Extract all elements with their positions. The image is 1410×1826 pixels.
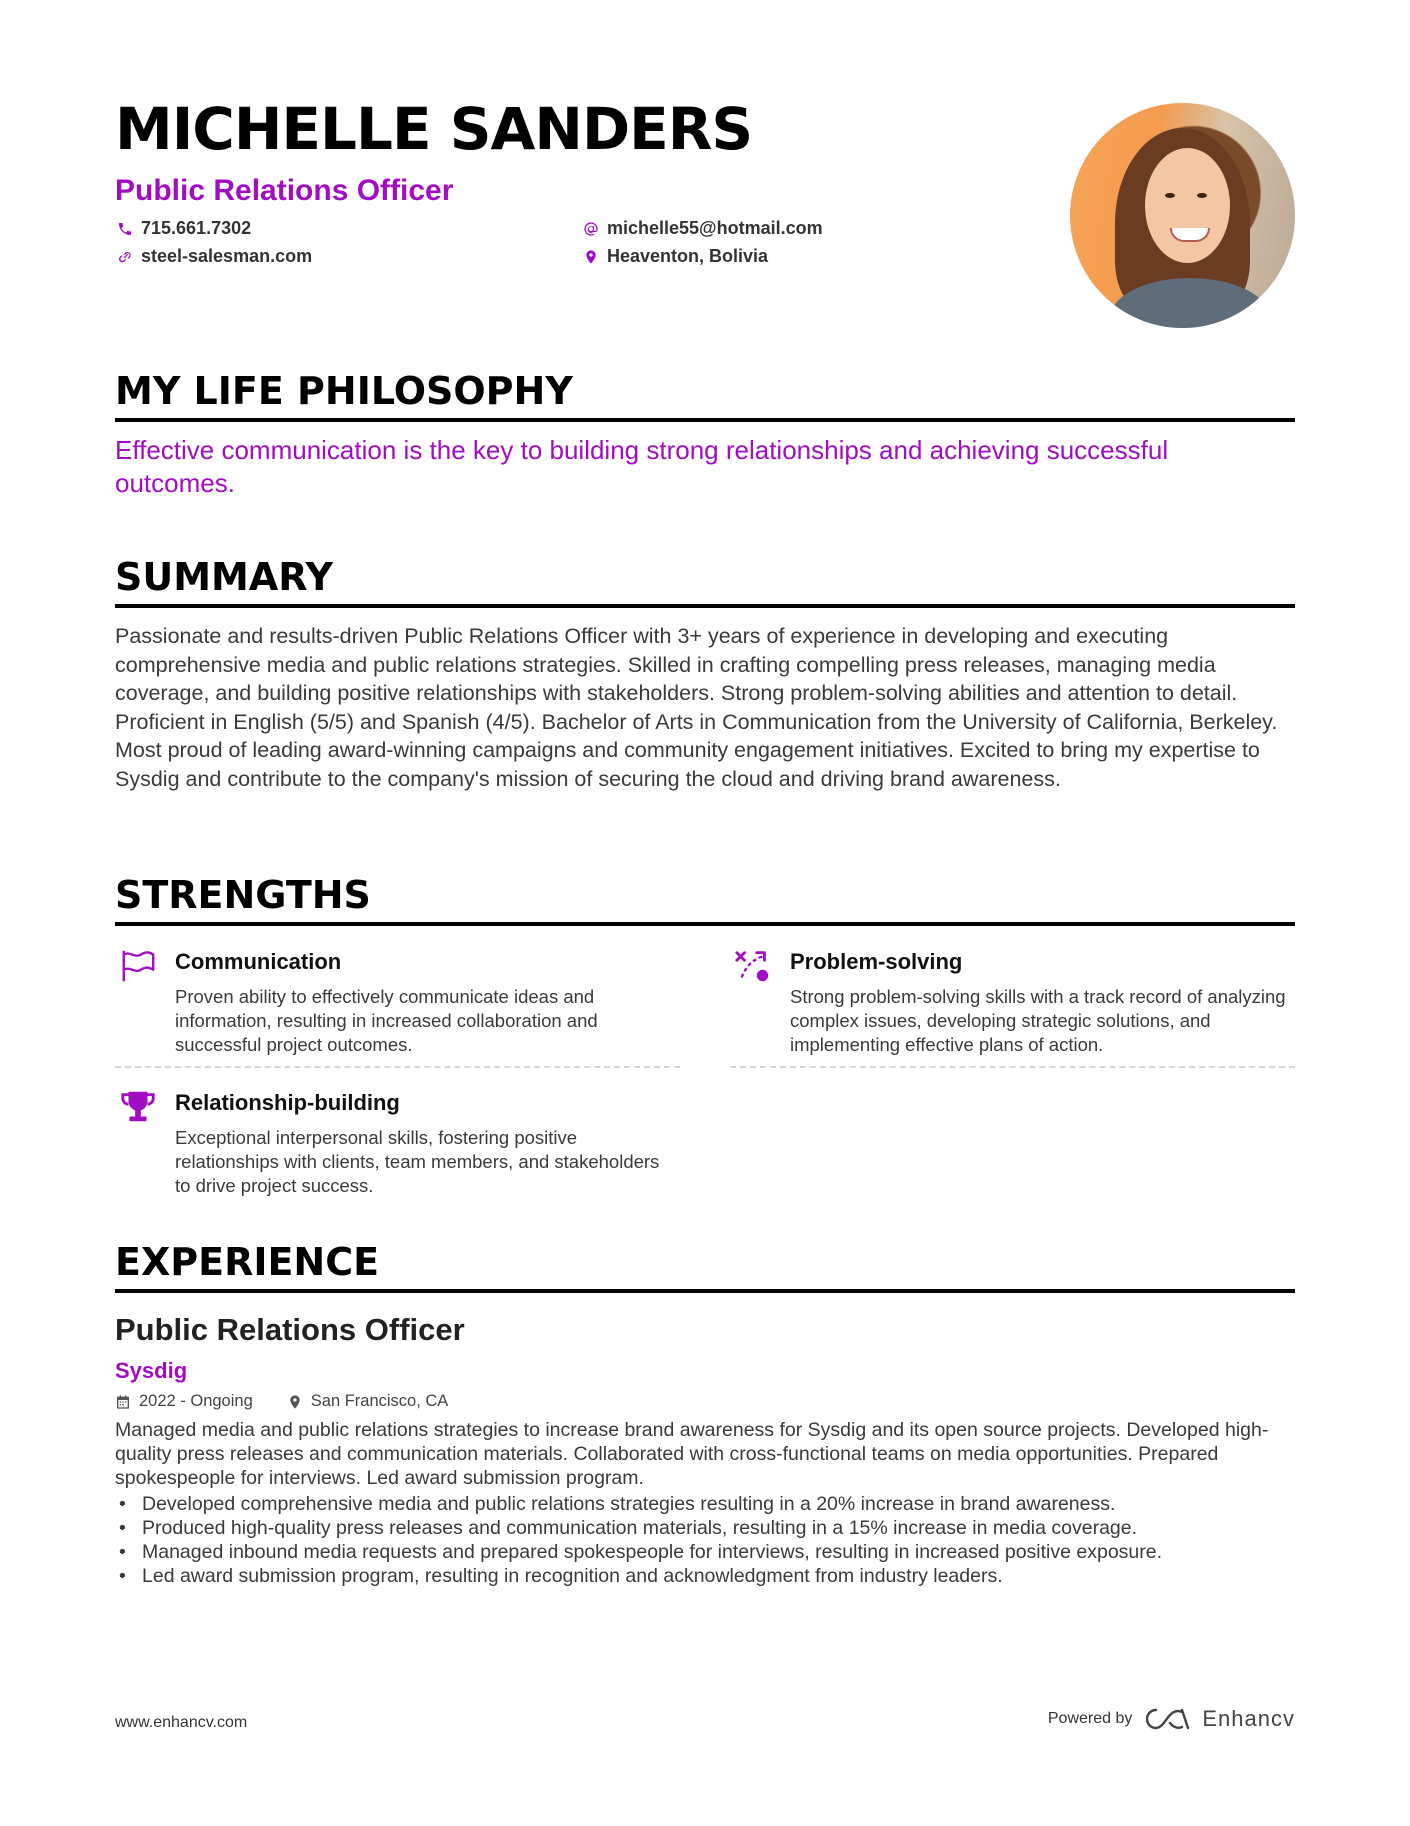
strategy-icon <box>734 947 772 985</box>
company-name: Sysdig <box>115 1358 188 1383</box>
strength-description: Strong problem-solving skills with a track record of analyzing complex issues, developing strategic solutions, and implementing effective plans of action. <box>790 986 1286 1055</box>
calendar-icon <box>115 1394 131 1410</box>
contact-location <box>583 246 768 267</box>
brand-name: Enhancv <box>1202 1706 1295 1731</box>
footer-branding <box>1048 1706 1295 1732</box>
experience-heading: EXPERIENCE <box>115 1243 1295 1293</box>
strength-title: Communication <box>175 949 342 974</box>
job-dates: 2022 - Ongoing <box>139 1392 253 1410</box>
at-icon <box>583 221 599 237</box>
resume-page <box>115 0 1295 1826</box>
strength-item <box>115 1084 680 1209</box>
job-description: Managed media and public relations strategies to increase brand awareness for Sysdig and its open source projects. Developed high-quality press releases and communication materials. Collaborated with cross-functional teams on media opportunities. Prepared spokespeople for interviews. Led award submission program. <box>115 1419 1269 1489</box>
contact-email <box>583 218 823 239</box>
list-item: • Developed comprehensive media and public relations strategies resulting in a 20% increase in brand awareness. <box>115 1492 1295 1516</box>
flag-icon <box>119 947 157 985</box>
philosophy-heading: MY LIFE PHILOSOPHY <box>115 372 1295 422</box>
strength-item <box>730 943 1295 1068</box>
job-meta <box>115 1392 448 1411</box>
location-text: Heaventon, Bolivia <box>607 246 769 266</box>
job-location: San Francisco, CA <box>310 1392 449 1410</box>
candidate-name: MICHELLE SANDERS <box>115 95 753 163</box>
list-item: • Managed inbound media requests and prepared spokespeople for interviews, resulting in increased positive exposure. <box>115 1540 1295 1564</box>
strength-title: Relationship-building <box>175 1090 400 1115</box>
contact-phone <box>117 218 251 239</box>
candidate-role: Public Relations Officer <box>115 174 454 207</box>
enhancv-logo[interactable] <box>1146 1706 1295 1732</box>
location-pin-icon <box>287 1394 303 1410</box>
phone-text: 715.661.7302 <box>141 218 252 238</box>
achievement-list <box>115 1492 1295 1588</box>
email-link[interactable]: michelle55@hotmail.com <box>607 218 823 238</box>
strength-description: Proven ability to effectively communicate ideas and information, resulting in increased collaboration and successful project outcomes. <box>175 986 598 1055</box>
summary-heading: SUMMARY <box>115 558 1295 608</box>
trophy-icon <box>119 1088 157 1126</box>
philosophy-text: Effective communication is the key to building strong relationships and achieving successful outcomes. <box>115 435 1169 498</box>
link-icon <box>117 249 133 265</box>
enhancv-logo-icon <box>1146 1706 1192 1732</box>
website-link[interactable]: steel-salesman.com <box>141 246 313 266</box>
contact-website <box>117 246 312 267</box>
phone-icon <box>117 221 133 237</box>
list-item: • Led award submission program, resulting in recognition and acknowledgment from industry leaders. <box>115 1564 1295 1588</box>
strength-description: Exceptional interpersonal skills, fostering positive relationships with clients, team members, and stakeholders to drive project success. <box>175 1127 660 1196</box>
job-title: Public Relations Officer <box>115 1312 465 1347</box>
strength-item <box>115 943 680 1068</box>
profile-photo <box>1070 103 1295 328</box>
footer-website-link[interactable]: www.enhancv.com <box>115 1714 248 1731</box>
location-pin-icon <box>583 249 599 265</box>
strength-title: Problem-solving <box>790 949 963 974</box>
list-item: • Produced high-quality press releases and communication materials, resulting in a 15% increase in media coverage. <box>115 1516 1295 1540</box>
powered-by-label: Powered by <box>1047 1710 1133 1727</box>
strengths-heading: STRENGTHS <box>115 876 1295 926</box>
summary-text: Passionate and results-driven Public Relations Officer with 3+ years of experience in developing and executing comprehensive media and public relations strategies. Skilled in crafting compelling press releases, managing media coverage, and building positive relationships with stakeholders. Strong problem-solving abilities and attention to detail. Proficient in English (5/5) and Spanish (4/5). Bachelor of Arts in Communication from the University of California, Berkeley. Most proud of leading award-winning campaigns and community engagement initiatives. Excited to bring my expertise to Sysdig and contribute to the company's mission of securing the cloud and driving brand awareness. <box>115 624 1278 791</box>
